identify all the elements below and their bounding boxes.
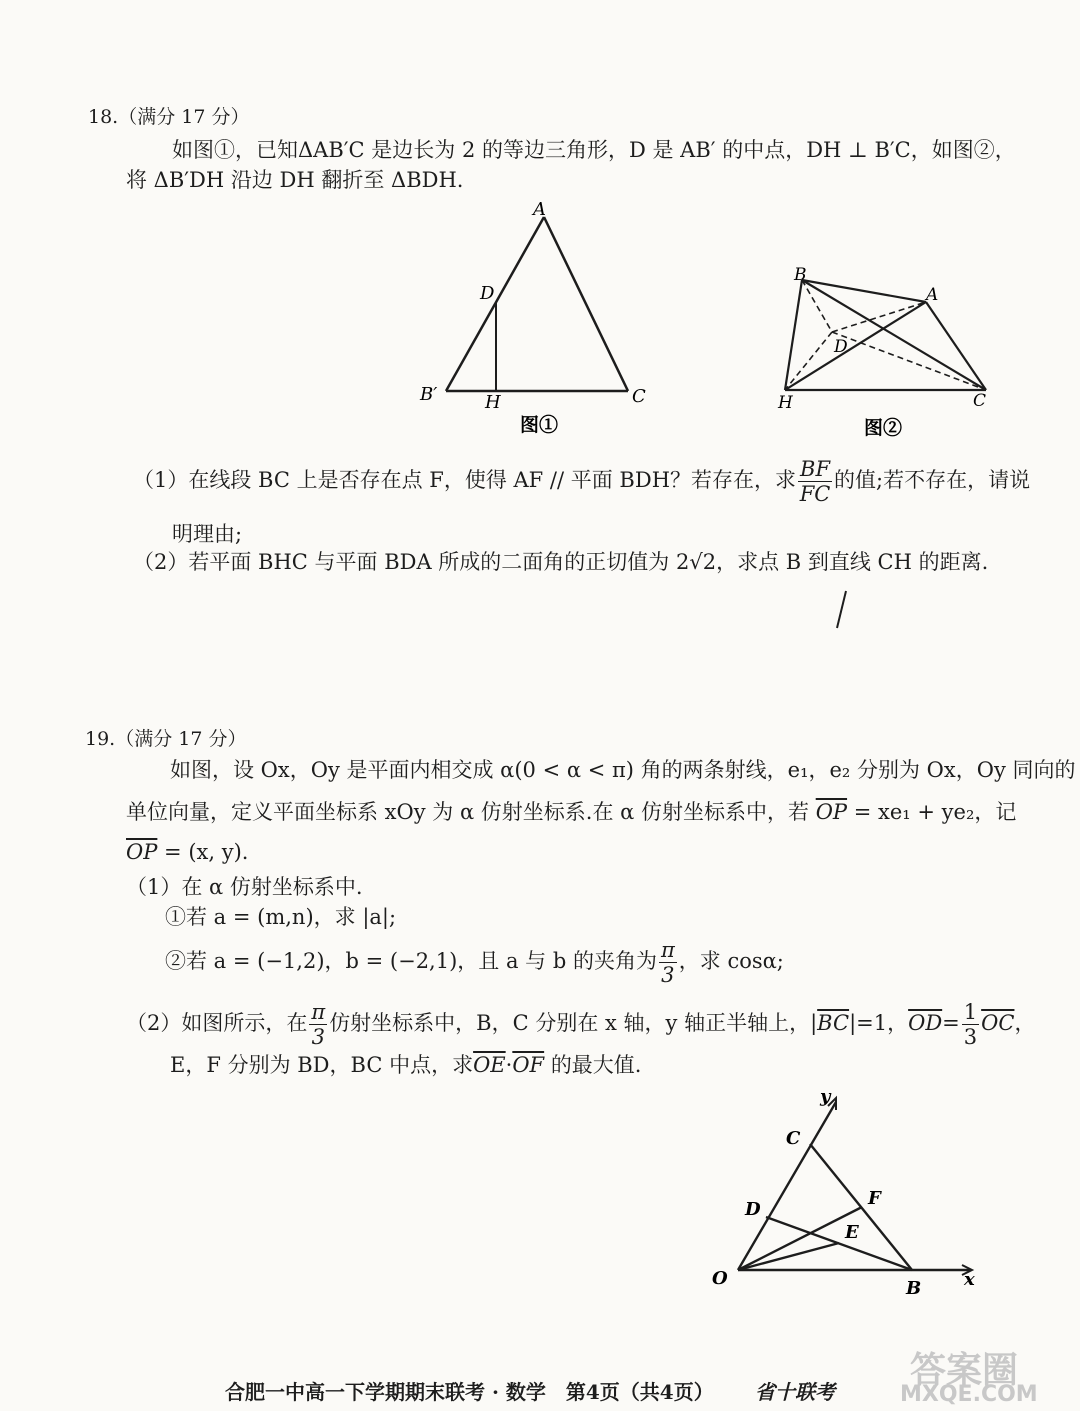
q19-part2-text: （2）如图所示，在 [126, 1011, 308, 1036]
label-A: A [926, 285, 939, 305]
label-H: H [778, 393, 793, 413]
equals-sign: = [942, 1011, 960, 1036]
vector-oc: $\overline{OC}$ [981, 1011, 1015, 1036]
caption-fig1: 图① [520, 414, 559, 436]
label-A: A [533, 199, 546, 220]
q19-part2-mid: 仿射坐标系中，B，C 分别在 x 轴，y 轴正半轴上，| [329, 1011, 818, 1036]
caption-fig2: 图② [864, 417, 903, 439]
segment-OE [738, 1243, 839, 1270]
label-D: D [745, 1199, 761, 1220]
q19-line2 [126, 802, 1016, 823]
page-footer: 合肥一中高一下学期期末联考 · 数学 第4页（共4页） [225, 1380, 714, 1404]
edge-DC-hidden [832, 332, 986, 390]
q19-line3-end: = (x, y). [164, 840, 249, 864]
q18-header: 18.（满分 17 分） [88, 106, 250, 128]
label-H: H [485, 392, 501, 413]
label-x: x [964, 1269, 975, 1290]
q19-part2-line2 [170, 1055, 642, 1076]
q19-figure [700, 1080, 990, 1305]
vector-od: $\overline{OD}$ [908, 1011, 943, 1036]
edge-BH [785, 280, 802, 390]
label-E: E [845, 1222, 859, 1243]
q18-part1-cont: 明理由; [172, 522, 243, 546]
q19-part2-end: ， [1014, 1011, 1036, 1036]
q19-header: 19.（满分 17 分） [85, 728, 247, 750]
vector-op-2: $\overline{OP}$ [126, 840, 158, 864]
watermark-url: MXQE.COM [900, 1382, 1038, 1407]
fraction-pi-3-b: $\frac{\pi}{3}$ [311, 1000, 326, 1050]
q19-part2-abs: |=1， [849, 1011, 909, 1036]
label-C: C [786, 1128, 801, 1149]
edge-HA [785, 302, 926, 390]
q18-figure2 [770, 258, 1000, 443]
q19-part1-2 [165, 938, 784, 987]
vector-bc: $\overline{BC}$ [817, 1011, 850, 1036]
label-F: F [868, 1188, 881, 1209]
label-C: C [632, 386, 646, 407]
label-B: B [794, 265, 807, 285]
vector-oe: $\overline{OE}$ [473, 1053, 506, 1077]
vector-op: $\overline{OP}$ [815, 800, 848, 824]
label-B: B [906, 1278, 922, 1299]
q19-part1-2-end: ，求 cosα; [678, 949, 784, 974]
q18-part1 [133, 457, 1030, 506]
q18-part1-text-end: 的值;若不存在，请说 [834, 468, 1031, 493]
vector-of: $\overline{OF}$ [512, 1053, 545, 1077]
q19-part1-1: ①若 a = (m,n)，求 |a|; [165, 905, 397, 929]
edge-AC [544, 217, 628, 391]
q18-line2: 将 ΔB′DH 沿边 DH 翻折至 ΔBDH. [126, 168, 464, 192]
watermark-logo: 答案圈 [910, 1350, 1019, 1391]
q18-figure1 [410, 195, 670, 440]
q19-line2-text: 单位向量，定义平面坐标系 xOy 为 α 仿射坐标系.在 α 仿射坐标系中，若 [126, 800, 810, 824]
q19-part1-2-text: ②若 a = (−1,2)，b = (−2,1)，且 a 与 b 的夹角为 [165, 949, 657, 974]
label-D: D [480, 283, 495, 304]
q19-part1: （1）在 α 仿射坐标系中. [126, 875, 363, 899]
q19-part2-line2-end: 的最大值. [550, 1053, 642, 1077]
q19-line3 [126, 842, 248, 863]
dot-operator: · [505, 1053, 513, 1077]
q19-part2 [126, 1000, 1035, 1049]
label-O: O [712, 1268, 728, 1289]
q18-part1-text: （1）在线段 BC 上是否存在点 F，使得 AF // 平面 BDH？若存在，求 [133, 468, 797, 493]
label-y: y [820, 1086, 831, 1107]
edge-AC [926, 302, 986, 390]
q18-line1: 如图①，已知ΔAB′C 是边长为 2 的等边三角形，D 是 AB′ 的中点，DH ⊥ B′C，如图②， [172, 138, 1016, 162]
stray-mark [832, 588, 852, 632]
label-C: C [973, 391, 987, 411]
q19-line2-end: = xe₁ + ye₂，记 [853, 800, 1017, 824]
footer-stamp: 省十联考 [755, 1380, 835, 1404]
q19-part2-line2-text: E，F 分别为 BD，BC 中点，求 [170, 1053, 474, 1077]
fraction-1-3: $\frac{1}{3}$ [963, 1000, 978, 1050]
q18-part2: （2）若平面 BHC 与平面 BDA 所成的二面角的正切值为 2√2，求点 B 到直线 CH 的距离. [133, 550, 989, 574]
q19-line1: 如图，设 Ox，Oy 是平面内相交成 α(0 < α < π) 角的两条射线，e₁，e₂ 分别为 Ox，Oy 同向的 [170, 758, 1076, 782]
label-D: D [834, 337, 848, 357]
label-Bprime: B′ [420, 384, 438, 405]
fraction-bf-fc: $\frac{BF}{FC}$ [799, 457, 831, 507]
fraction-pi-3: $\frac{\pi}{3}$ [660, 938, 675, 988]
